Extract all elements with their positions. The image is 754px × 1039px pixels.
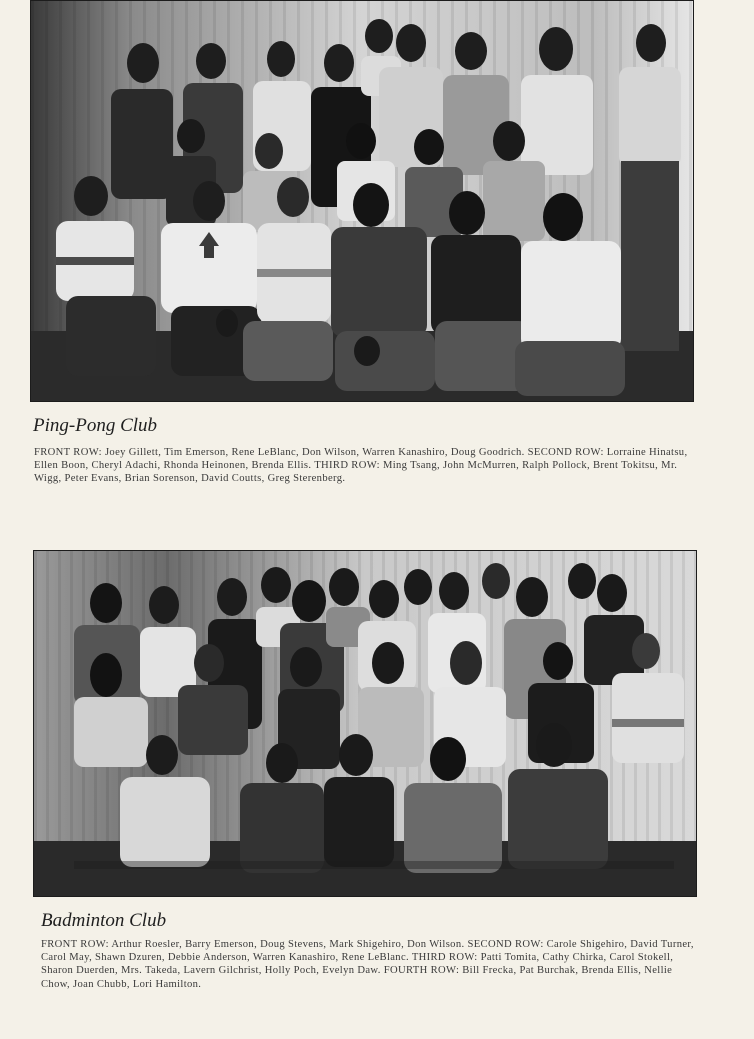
- badminton-club-caption: FRONT ROW: Arthur Roesler, Barry Emerson, Doug Stevens, Mark Shigehiro, Don Wilson. SECOND ROW: Carole Shigehiro, David Turner, Carol May, Shawn Dzuren, Debbie Anderson, Warren Kanashiro, Rene LeBlanc. THIRD ROW: Patti Tomita, Cathy Chirka, Carol Stokell, Sharon Duerden, Mrs. Takeda, Lavern Gilchrist, Holly Poch, Evelyn Daw. FOURTH ROW: Bill Frecka, Pat Burchak, Brenda Ellis, Nellie Chow, Joan Chubb, Lori Hamilton.: [41, 939, 694, 990]
- badminton-photo-illustration: [34, 551, 696, 896]
- badminton-club-photo: [33, 550, 697, 897]
- ping-pong-club-title: Ping-Pong Club: [33, 415, 158, 436]
- ping-pong-club-photo: [30, 0, 694, 402]
- badminton-club-title: Badminton Club: [41, 910, 167, 931]
- ping-pong-club-caption: FRONT ROW: Joey Gillett, Tim Emerson, Rene LeBlanc, Don Wilson, Warren Kanashiro, Doug Goodrich. SECOND ROW: Lorraine Hinatsu, Ellen Boon, Cheryl Adachi, Rhonda Heinonen, Brenda Ellis. THIRD ROW: Ming Tsang, John McMurren, Ralph Pollock, Brent Tokitsu, Mr. Wigg, Peter Evans, Brian Sorenson, David Coutts, Greg Sterenberg.: [34, 447, 688, 485]
- ping-pong-photo-illustration: [31, 1, 693, 401]
